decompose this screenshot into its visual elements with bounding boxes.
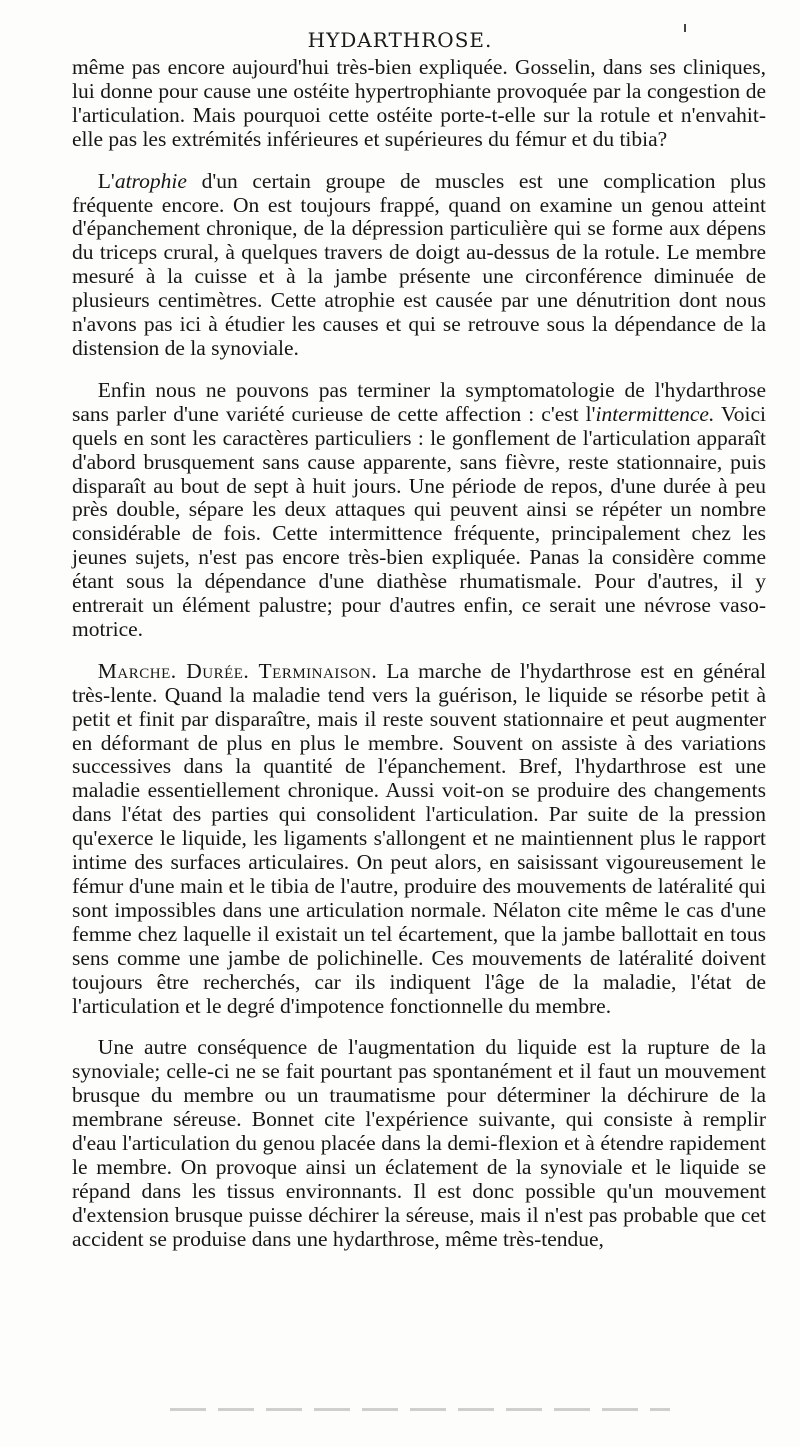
paragraph-3 [72, 379, 766, 642]
paragraph-3-after: Voici quels en sont les caractères particuliers : le gonflement de l'articulation apparaît d'abord brusquement sans cause apparente, sans fièvre, reste stationnaire, puis disparaît au bout de sept à huit jours. Une période de repos, d'une durée à peu près double, sépare les deux attaques qui peuvent ainsi se répéter un nombre considérable de fois. Cette intermittence fréquente, principalement chez les jeunes sujets, n'est pas encore très-bien expliquée. Panas la considère comme étant sous la dépendance d'une diathèse rhumatismale. Pour d'autres, il y entrerait un élément palustre; pour d'autres enfin, ce serait une névrose vaso-motrice. [72, 401, 766, 641]
page-edge-noise [170, 1408, 670, 1411]
paragraph-2-before: L' [97, 168, 115, 193]
paragraph-2-after: d'un certain groupe de muscles est une complication plus fréquente encore. On est toujours frappé, quand on examine un genou atteint d'épanchement chronique, de la dépression particulière qui se forme aux dépens du triceps crural, à quelques travers de doigt au-dessus de la rotule. Le membre mesuré à la cuisse et à la jambe présente une circonférence diminuée de plusieurs centimètres. Cette atrophie est causée par une dénutrition dont nous n'avons pas ici à étudier les causes et qui se retrouve sous la dépendance de la distension de la synoviale. [72, 168, 766, 360]
paragraph-4 [72, 660, 766, 1019]
paragraph-2 [72, 170, 766, 361]
paragraph-5: Une autre conséquence de l'augmentation du liquide est la rupture de la synoviale; celle-ci ne se fait pourtant pas spontanément et il faut un mouvement brusque du membre ou un traumatisme pour déterminer la déchirure de la membrane séreuse. Bonnet cite l'expérience suivante, qui consiste à remplir d'eau l'articulation du genou placée dans la demi-flexion et à étendre rapidement le membre. On provoque ainsi un éclatement de la synoviale et le liquide se répand dans les tissus environnants. Il est donc possible qu'un mouvement d'extension brusque puisse déchirer la séreuse, mais il n'est pas probable que cet accident se produise dans une hydarthrose, même très-tendue, [72, 1035, 766, 1251]
paragraph-2-emphasis: atrophie [114, 168, 187, 193]
margin-mark [684, 24, 686, 32]
section-heading: Marche. Durée. Terminaison. [97, 658, 378, 683]
paragraph-4-after: La marche de l'hydarthrose est en général très-lente. Quand la maladie tend vers la guérison, le liquide se résorbe petit à petit et finit par disparaître, mais il reste souvent stationnaire et peut augmenter en déformant de plus en plus le membre. Souvent on assiste à des variations successives dans la quantité de l'épanchement. Bref, l'hydarthrose est une maladie essentiellement chronique. Aussi voit-on se produire des changements dans l'état des parties qui consolident l'articulation. Par suite de la pression qu'exerce le liquide, les ligaments s'allongent et ne maintiennent plus le rapport intime des surfaces articulaires. On peut alors, en saisissant vigoureusement le fémur d'une main et le tibia de l'autre, produire des mouvements de latéralité qui sont impossibles dans une articulation normale. Nélaton cite même le cas d'une femme chez laquelle il existait un tel écartement, que la jambe ballottait en tous sens comme une jambe de polichinelle. Ces mouvements de latéralité doivent toujours être recherchés, car ils indiquent l'âge de la maladie, l'état de l'articulation et le degré d'impotence fonctionnelle du membre. [72, 658, 766, 1018]
paragraph-3-before: Enfin nous ne pouvons pas terminer la symptomatologie de l'hydarthrose sans parler d'une variété curieuse de cette affection : c'est l' [72, 377, 766, 426]
paragraph-1: même pas encore aujourd'hui très-bien expliquée. Gosselin, dans ses cliniques, lui donne pour cause une ostéite hypertrophiante provoquée par la congestion de l'articulation. Mais pourquoi cette ostéite porte-t-elle sur la rotule et n'envahit-elle pas les extrémités inférieures et supérieures du fémur et du tibia? [72, 55, 766, 151]
running-header: HYDARTHROSE. [307, 28, 493, 52]
paragraph-3-emphasis: intermittence. [595, 401, 715, 426]
body-text [72, 56, 766, 1270]
